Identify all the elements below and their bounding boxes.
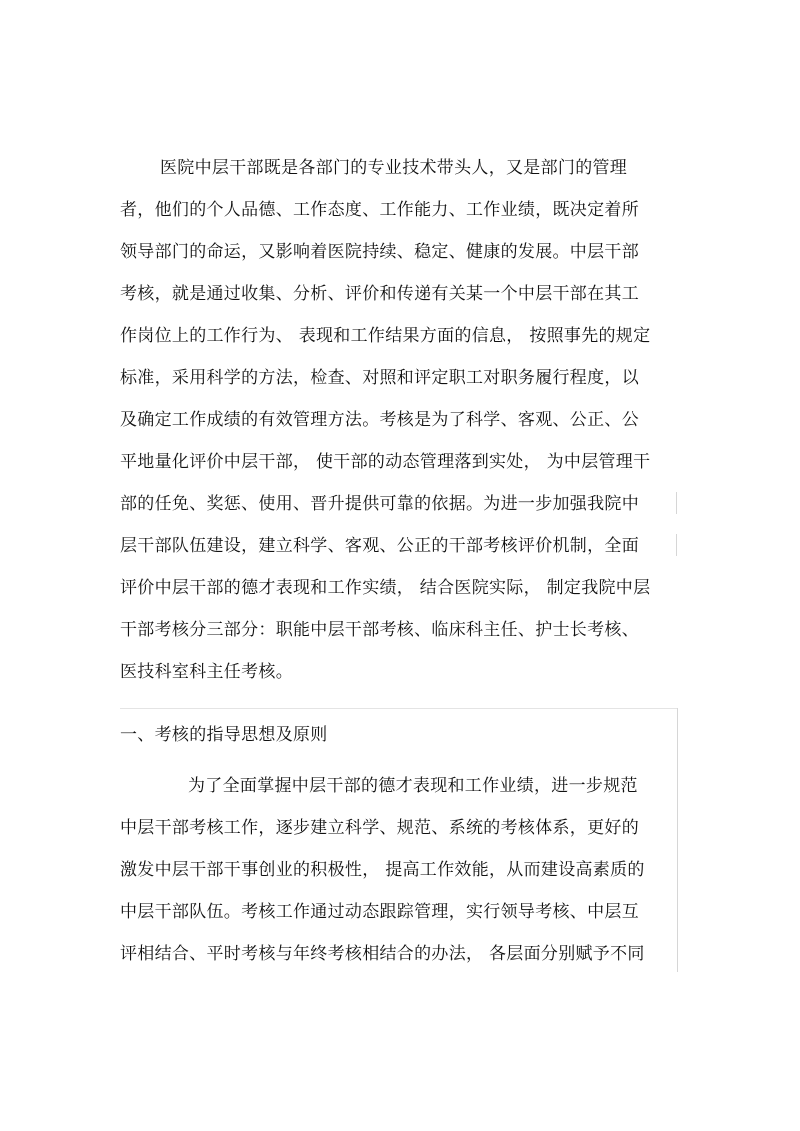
paragraph-1-line-10: 层干部队伍建设，建立科学、客观、公正的干部考核评价机制，全面 bbox=[120, 536, 639, 556]
scan-mark bbox=[676, 534, 677, 556]
paragraph-1-line-1: 医院中层干部既是各部门的专业技术带头人，又是部门的管理 bbox=[160, 158, 628, 178]
paragraph-1-line-5: 作岗位上的工作行为、 表现和工作结果方面的信息， 按照事先的规定 bbox=[120, 326, 651, 346]
paragraph-2-line-5: 评相结合、平时考核与年终考核相结合的办法， 各层面分别赋予不同 bbox=[120, 944, 645, 964]
paragraph-2-line-1: 为了全面掌握中层干部的德才表现和工作业绩，进一步规范 bbox=[188, 776, 638, 796]
paragraph-2-line-3: 激发中层干部干事创业的积极性， 提高工作效能，从而建设高素质的 bbox=[120, 860, 645, 880]
scan-mark bbox=[676, 492, 677, 514]
paragraph-1-line-8: 平地量化评价中层干部， 使干部的动态管理落到实处， 为中层管理干 bbox=[120, 452, 651, 472]
scan-rule bbox=[120, 708, 678, 709]
paragraph-1-line-9: 部的任免、奖惩、使用、晋升提供可靠的依据。为进一步加强我院中 bbox=[120, 494, 639, 514]
paragraph-1-line-12: 干部考核分三部分：职能中层干部考核、临床科主任、护士长考核、 bbox=[120, 620, 639, 640]
paragraph-2-line-2: 中层干部考核工作，逐步建立科学、规范、系统的考核体系，更好的 bbox=[120, 818, 639, 838]
paragraph-1-line-2: 者，他们的个人品德、工作态度、工作能力、工作业绩，既决定着所 bbox=[120, 200, 639, 220]
paragraph-1-line-13: 医技科室科主任考核。 bbox=[120, 662, 293, 682]
section-heading: 一、考核的指导思想及原则 bbox=[120, 725, 328, 745]
paragraph-1-line-7: 及确定工作成绩的有效管理方法。考核是为了科学、客观、公正、公 bbox=[120, 410, 639, 430]
scan-mark bbox=[677, 708, 678, 972]
paragraph-1-line-3: 领导部门的命运，又影响着医院持续、稳定、健康的发展。中层干部 bbox=[120, 242, 639, 262]
paragraph-1-line-6: 标准，采用科学的方法，检查、对照和评定职工对职务履行程度，以 bbox=[120, 368, 639, 388]
paragraph-1-line-4: 考核，就是通过收集、分析、评价和传递有关某一个中层干部在其工 bbox=[120, 284, 639, 304]
paragraph-1-line-11: 评价中层干部的德才表现和工作实绩， 结合医院实际， 制定我院中层 bbox=[120, 578, 651, 598]
paragraph-2-line-4: 中层干部队伍。考核工作通过动态跟踪管理，实行领导考核、中层互 bbox=[120, 902, 639, 922]
